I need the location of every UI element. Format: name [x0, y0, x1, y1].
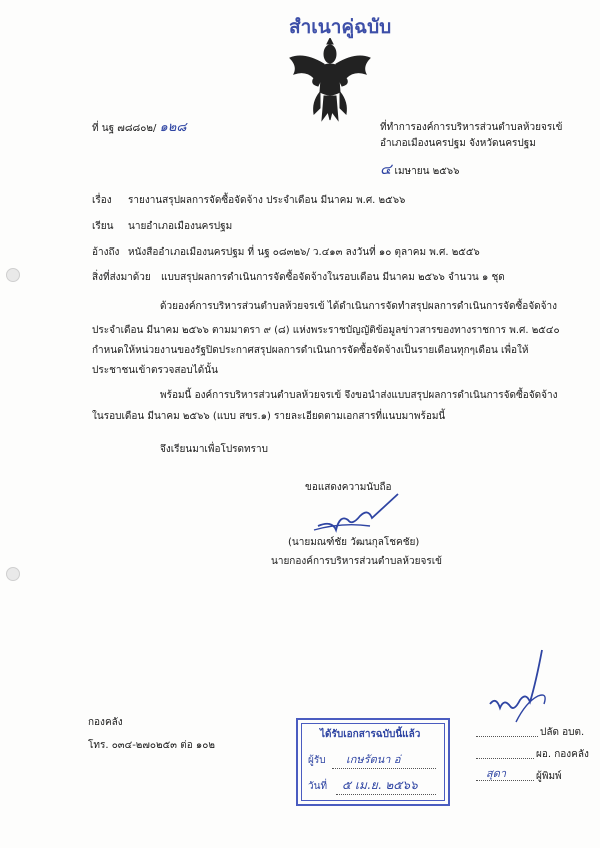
received-stamp-receiver-label: ผู้รับ	[308, 755, 326, 766]
attachment-label: สิ่งที่ส่งมาด้วย	[92, 272, 151, 283]
signature-regards: ขอแสดงความนับถือ	[305, 482, 392, 493]
paragraph-1-line-1: ด้วยองค์การบริหารส่วนตำบลห้วยจรเข้ ได้ดำเนินการจัดทำสรุปผลการดำเนินการจัดซื้อจัดจ้าง	[160, 301, 558, 312]
attachment-text: แบบสรุปผลการดำเนินการจัดซื้อจัดจ้างในรอบเดือน มีนาคม ๒๕๖๖ จำนวน ๑ ชุด	[161, 272, 505, 283]
closing-request: จึงเรียนมาเพื่อโปรดทราบ	[160, 444, 268, 455]
date-day-handwritten: ๔	[380, 160, 392, 178]
office-address-line1: ที่ทำการองค์การบริหารส่วนตำบลห้วยจรเข้	[380, 122, 563, 133]
routing-line-3: ผู้พิมพ์	[536, 771, 562, 782]
routing-signature-icon	[486, 642, 558, 726]
punch-hole-top	[6, 268, 20, 282]
received-stamp-title: ได้รับเอกสารฉบับนี้แล้ว	[320, 729, 421, 740]
routing-line-1: ปลัด อบต.	[540, 727, 585, 738]
office-address-line2: อำเภอเมืองนครปฐม จังหวัดนครปฐม	[380, 138, 536, 149]
copy-stamp: สำเนาคู่ฉบับ	[289, 16, 392, 38]
received-stamp	[296, 718, 450, 806]
paragraph-1-line-2: ประจำเดือน มีนาคม ๒๕๖๖ ตามมาตรา ๙ (๘) แห่งพระราชบัญญัติข้อมูลข่าวสารของทางราชการ พ.ศ. ๒๕๔๐	[92, 325, 560, 336]
reference-text: หนังสืออำเภอเมืองนครปฐม ที่ นฐ ๐๘๓๒๖/ ว.๔๑๓ ลงวันที่ ๑๐ ตุลาคม พ.ศ. ๒๕๕๖	[128, 247, 480, 258]
doc-number-label: ที่ นฐ ๗๘๘๐๒/	[92, 123, 157, 134]
recipient-label: เรียน	[92, 221, 114, 232]
paragraph-2-line-2: ในรอบเดือน มีนาคม ๒๕๖๖ (แบบ สขร.๑) รายละเอียดตามเอกสารที่แนบมาพร้อมนี้	[92, 411, 446, 422]
footer-phone: โทร. ๐๓๔-๒๗๐๒๕๓ ต่อ ๑๐๒	[88, 740, 215, 751]
received-stamp-date-handwritten: ๕ เม.ย. ๒๕๖๖	[342, 778, 418, 792]
subject-label: เรื่อง	[92, 195, 112, 206]
punch-hole-bottom	[6, 567, 20, 581]
routing-line-2: ผอ. กองคลัง	[536, 749, 589, 760]
routing-initials-handwritten: สุดา	[486, 767, 507, 780]
doc-number	[92, 121, 186, 136]
paragraph-1-line-3: กำหนดให้หน่วยงานของรัฐปิดประกาศสรุปผลการดำเนินการจัดซื้อจัดจ้างเป็นรายเดือนทุกๆเดือน เพื่อให้	[92, 345, 529, 356]
paragraph-2-line-1: พร้อมนี้ องค์การบริหารส่วนตำบลห้วยจรเข้ จึงขอนำส่งแบบสรุปผลการดำเนินการจัดซื้อจัดจ้าง	[160, 390, 558, 401]
paragraph-1-line-4: ประชาชนเข้าตรวจสอบได้นั้น	[92, 365, 218, 376]
footer-division: กองคลัง	[88, 717, 123, 728]
subject-text: รายงานสรุปผลการจัดซื้อจัดจ้าง ประจำเดือน มีนาคม พ.ศ. ๒๕๖๖	[128, 195, 406, 206]
garuda-emblem-icon	[284, 38, 376, 122]
received-stamp-date-label: วันที่	[308, 781, 328, 792]
document-date	[380, 162, 460, 179]
handwritten-signature-icon	[312, 490, 402, 536]
signatory-name: (นายมณฑ์ชัย วัฒนกุลโชคชัย)	[288, 537, 420, 548]
date-month-year: เมษายน ๒๕๖๖	[394, 166, 460, 177]
reference-label: อ้างถึง	[92, 247, 120, 258]
received-stamp-receiver-handwritten: เกษรัตนา อ่	[346, 753, 401, 766]
recipient-text: นายอำเภอเมืองนครปฐม	[128, 221, 233, 232]
doc-number-handwritten: ๑๒๘	[159, 120, 187, 135]
signatory-position: นายกองค์การบริหารส่วนตำบลห้วยจรเข้	[271, 556, 442, 567]
